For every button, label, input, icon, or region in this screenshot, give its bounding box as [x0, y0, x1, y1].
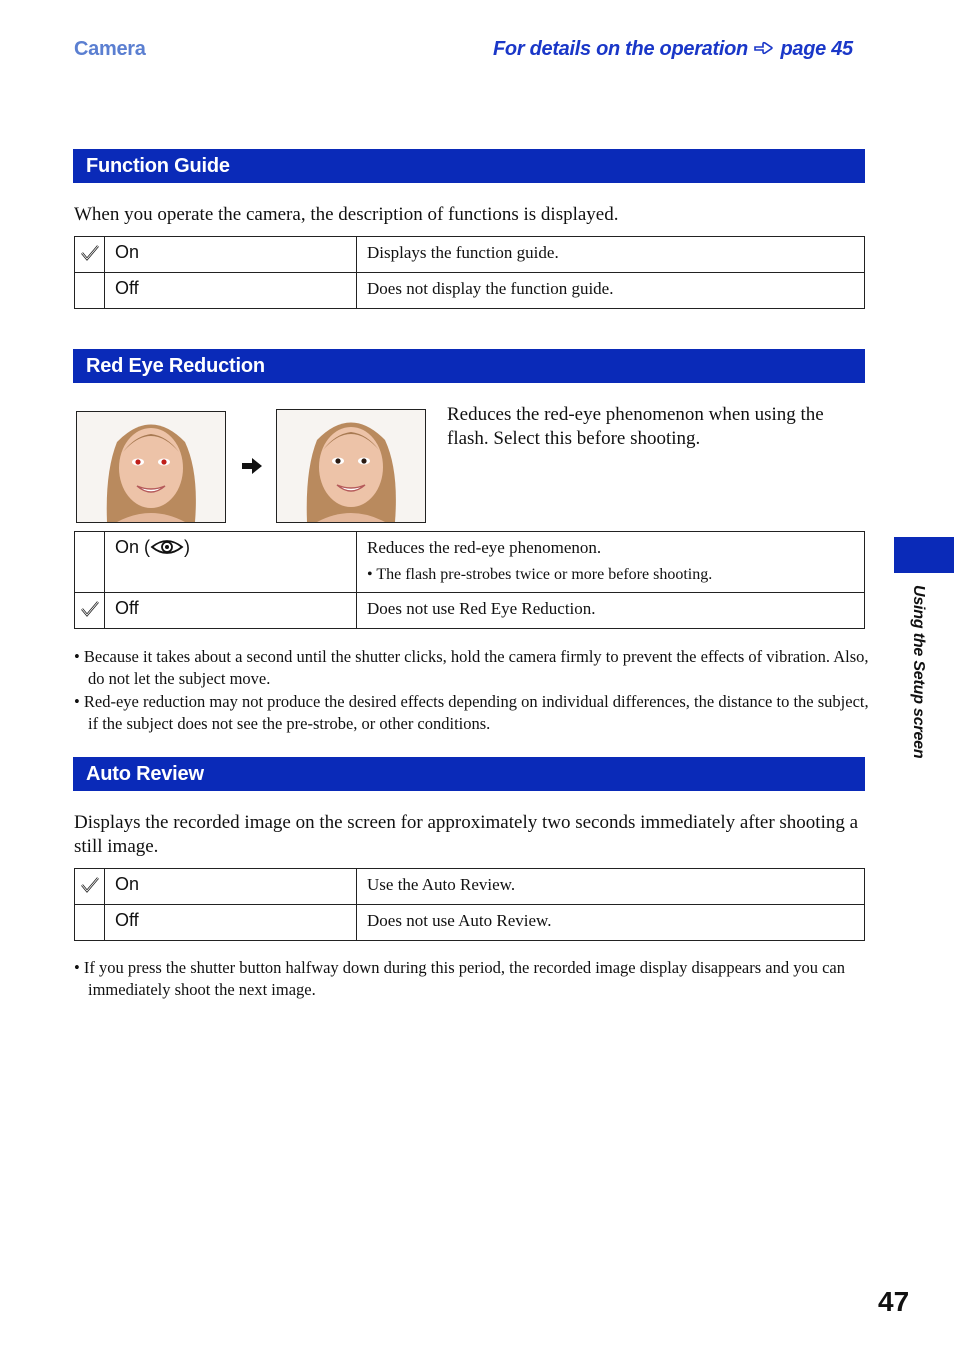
- red-eye-heading: Red Eye Reduction: [73, 349, 865, 383]
- option-label: Off: [105, 593, 357, 629]
- auto-review-note: • If you press the shutter button halfway down during this period, the recorded image display disappears and you can immediately shoot the next image.: [74, 958, 845, 999]
- option-row: [75, 905, 865, 941]
- red-eye-note-1: • Because it takes about a second until the shutter clicks, hold the camera firmly to prevent the effects of vibration. Also, do not let the subject move.: [74, 647, 869, 688]
- auto-review-intro: Displays the recorded image on the screen for approximately two seconds immediately after shooting a still image.: [74, 812, 859, 857]
- option-row: [75, 273, 865, 309]
- after-photo: [276, 409, 426, 523]
- default-check-cell: [75, 593, 105, 629]
- checkmark-icon: [80, 244, 100, 262]
- option-description: Does not display the function guide.: [357, 273, 865, 309]
- option-row: [75, 237, 865, 273]
- default-check-cell: [75, 237, 105, 273]
- option-label: Off: [105, 905, 357, 941]
- pointing-hand-icon: [753, 38, 780, 60]
- auto-review-options: [74, 868, 865, 941]
- function-guide-heading: Function Guide: [73, 149, 865, 183]
- empty-check-cell: [75, 273, 105, 309]
- option-label: Off: [105, 273, 357, 309]
- option-row: [75, 593, 865, 629]
- option-row: [75, 869, 865, 905]
- option-description: Does not use Red Eye Reduction.: [357, 593, 865, 629]
- function-guide-options: [74, 236, 865, 309]
- option-description: Use the Auto Review.: [357, 869, 865, 905]
- function-guide-intro: When you operate the camera, the description of functions is displayed.: [74, 204, 619, 225]
- page-number: 47: [878, 1286, 910, 1317]
- option-label-text: On (: [115, 537, 151, 557]
- red-eye-intro: Reduces the red-eye phenomenon when using the flash. Select this before shooting.: [447, 404, 824, 449]
- arrow-right-icon: [241, 457, 263, 480]
- header-section-title: Camera: [74, 38, 146, 60]
- option-description: Does not use Auto Review.: [357, 905, 865, 941]
- default-check-cell: [75, 869, 105, 905]
- option-row: [75, 532, 865, 593]
- page-ref: page 45: [780, 38, 853, 60]
- details-text: For details on the operation: [493, 38, 748, 60]
- empty-check-cell: [75, 532, 105, 593]
- checkmark-icon: [80, 600, 100, 618]
- before-photo: [76, 411, 226, 523]
- option-label: On: [105, 869, 357, 905]
- auto-review-heading: Auto Review: [73, 757, 865, 791]
- side-tab-marker: [894, 537, 954, 573]
- option-label: On: [105, 237, 357, 273]
- option-description: Reduces the red-eye phenomenon.: [367, 538, 602, 557]
- option-description: Displays the function guide.: [357, 237, 865, 273]
- details-link[interactable]: [493, 38, 853, 61]
- red-eye-icon: [150, 537, 184, 557]
- option-description-cell: [357, 532, 865, 593]
- empty-check-cell: [75, 905, 105, 941]
- option-label-suffix: ): [184, 537, 191, 557]
- red-eye-note-2: • Red-eye reduction may not produce the desired effects depending on individual differences, the distance to the subject, if the subject does not see the pre-strobe, or other conditions.: [74, 692, 869, 733]
- option-sub-bullet: • The flash pre-strobes twice or more before shooting.: [367, 566, 713, 583]
- checkmark-icon: [80, 876, 100, 894]
- side-tab-label: Using the Setup screen: [910, 585, 927, 759]
- red-eye-options: [74, 531, 865, 629]
- option-label: [105, 532, 357, 593]
